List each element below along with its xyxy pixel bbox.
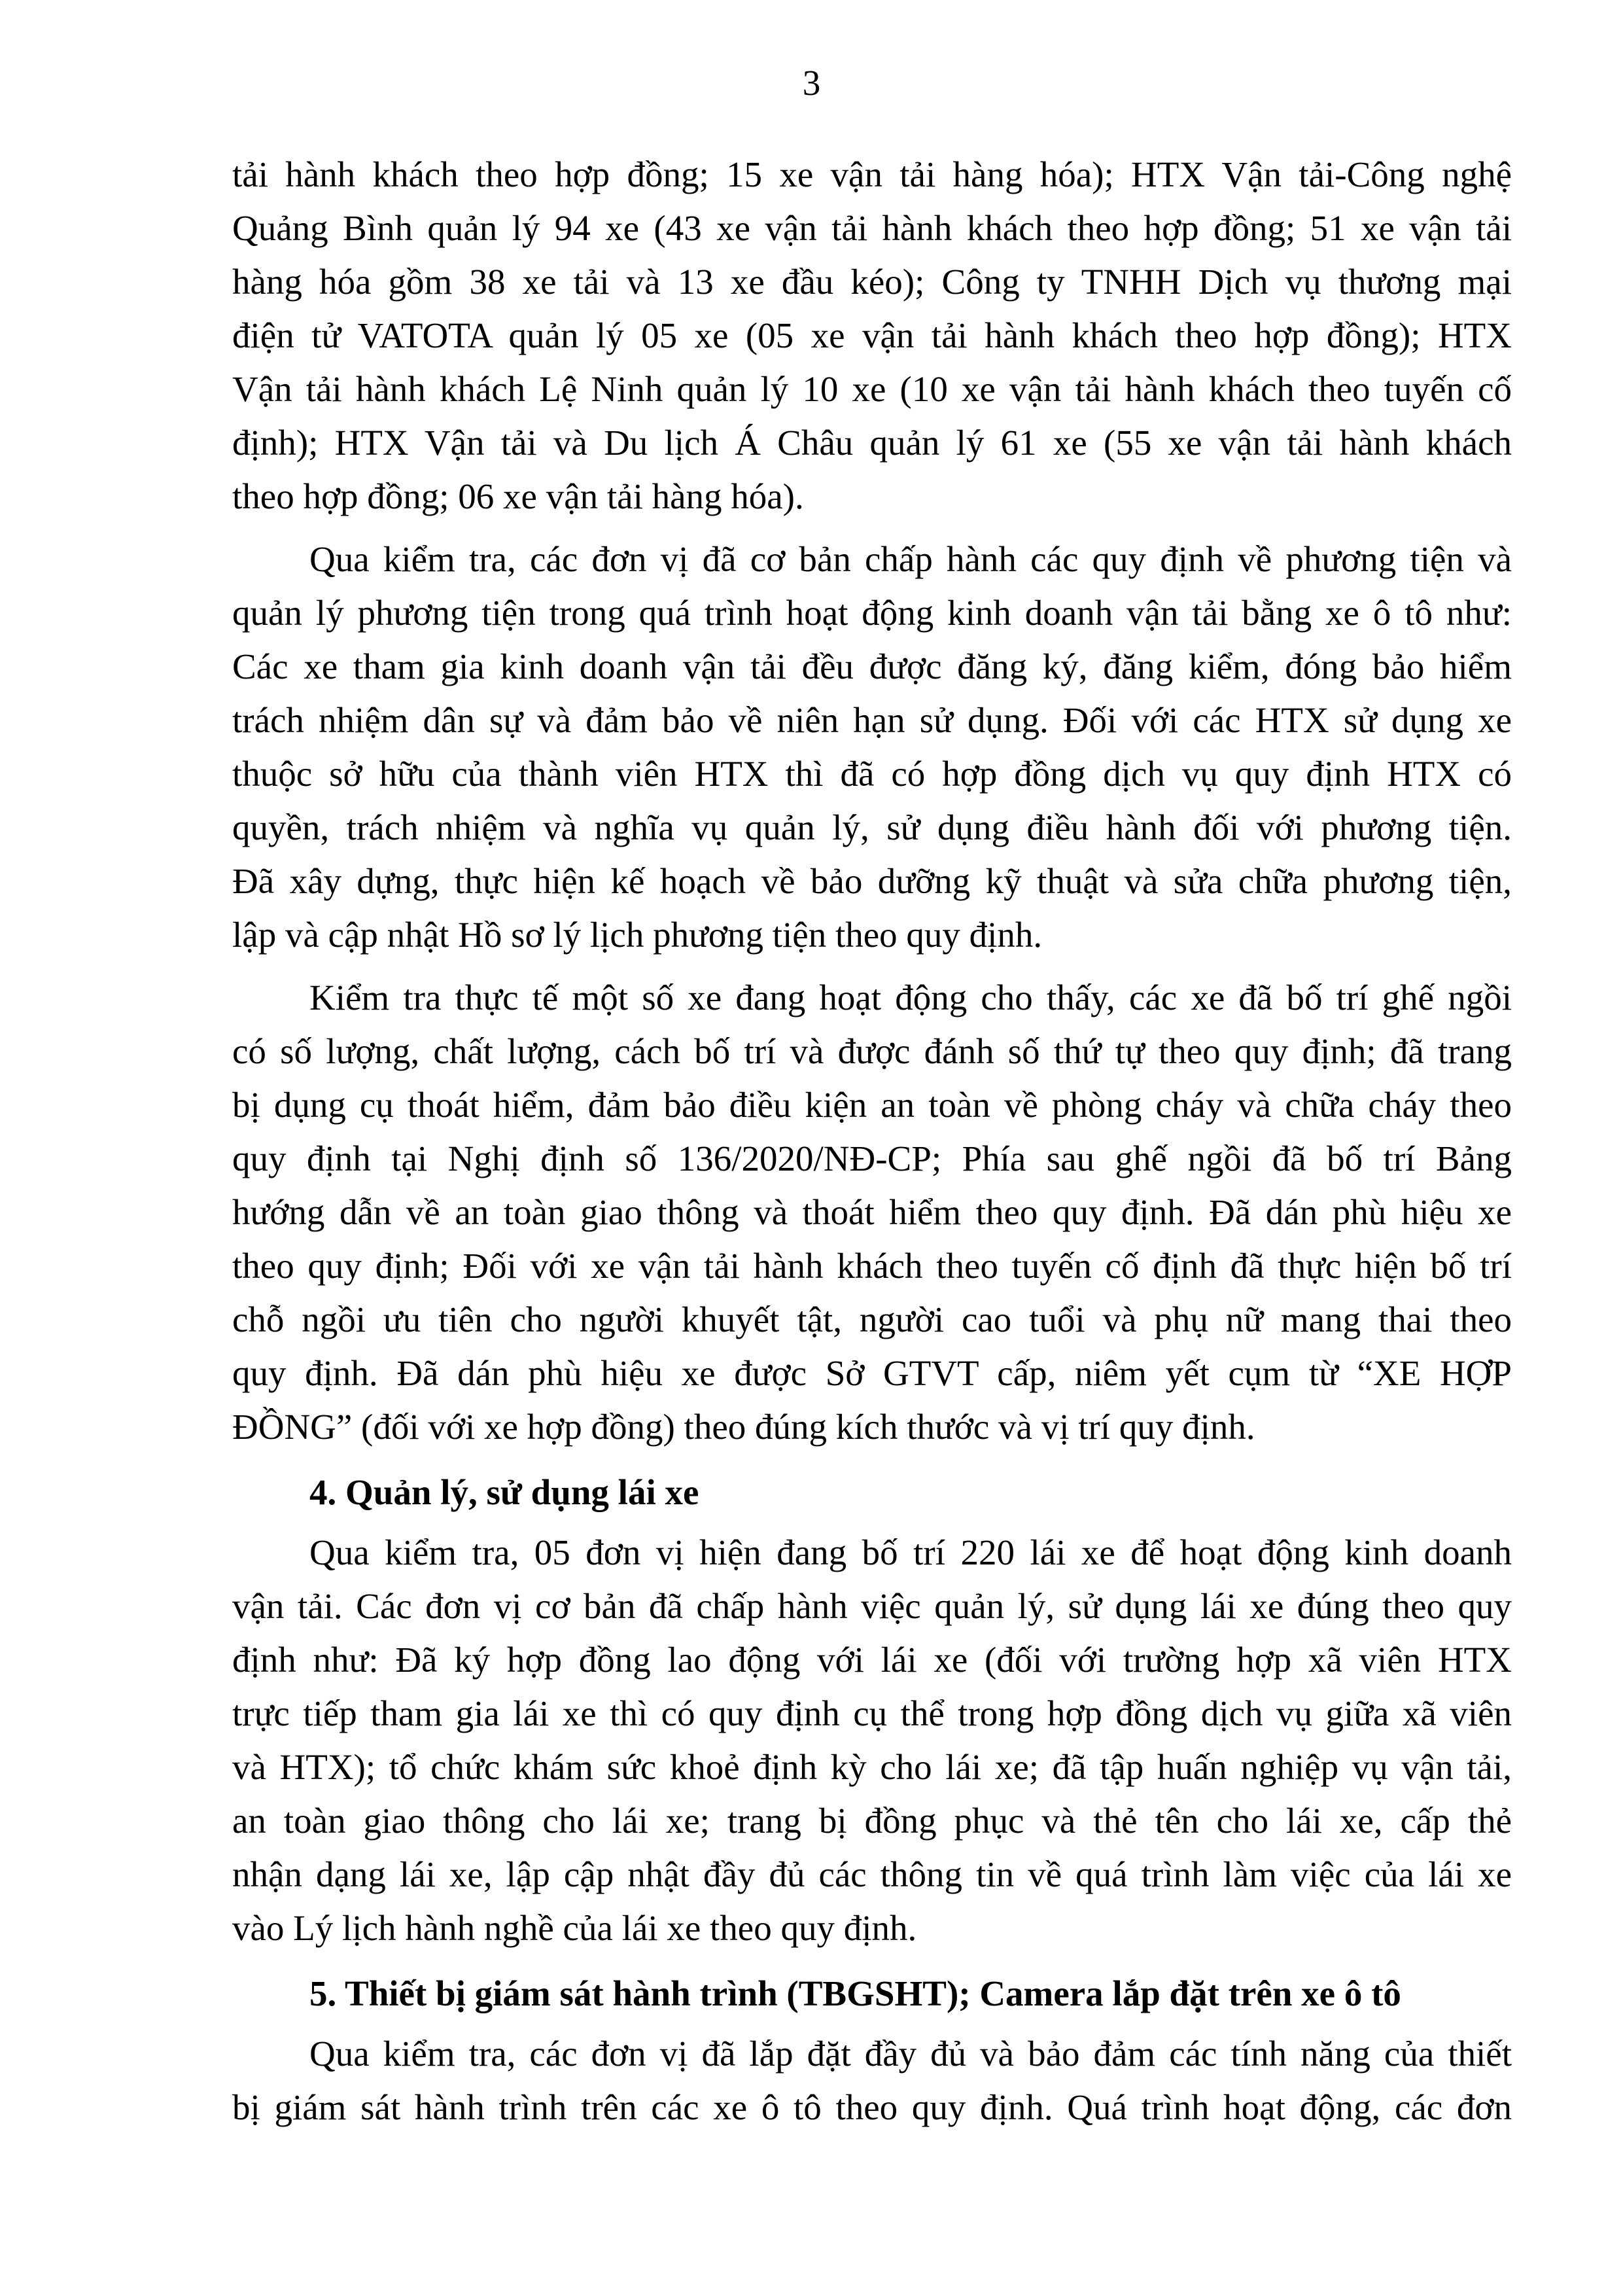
- text-line: quyền, trách nhiệm và nghĩa vụ quản lý, sử dụng điều hành đối với phương tiện.: [232, 807, 1512, 847]
- text-line: Các xe tham gia kinh doanh vận tải đều được đăng ký, đăng kiểm, đóng bảo hiểm: [232, 646, 1512, 686]
- text-line: định); HTX Vận tải và Du lịch Á Châu quản lý 61 xe (55 xe vận tải hành khách: [232, 423, 1512, 463]
- text-line: lập và cập nhật Hồ sơ lý lịch phương tiện theo quy định.: [232, 915, 1043, 955]
- text-line: Quảng Bình quản lý 94 xe (43 xe vận tải hành khách theo hợp đồng; 51 xe vận tải: [232, 208, 1512, 248]
- text-line: và HTX); tổ chức khám sức khoẻ định kỳ cho lái xe; đã tập huấn nghiệp vụ vận tải,: [232, 1747, 1512, 1787]
- text-line: bị dụng cụ thoát hiểm, đảm bảo điều kiện an toàn về phòng cháy và chữa cháy theo: [232, 1085, 1512, 1125]
- page-number: 3: [802, 63, 821, 103]
- text-line: Vận tải hành khách Lệ Ninh quản lý 10 xe (10 xe vận tải hành khách theo tuyến cố: [232, 369, 1512, 409]
- text-line: vào Lý lịch hành nghề của lái xe theo quy định.: [232, 1908, 917, 1948]
- text-line: tải hành khách theo hợp đồng; 15 xe vận tải hàng hóa); HTX Vận tải-Công nghệ: [232, 154, 1512, 194]
- text-line: chỗ ngồi ưu tiên cho người khuyết tật, người cao tuổi và phụ nữ mang thai theo: [232, 1299, 1512, 1339]
- section-heading-5: 5. Thiết bị giám sát hành trình (TBGSHT); Camera lắp đặt trên xe ô tô: [309, 1973, 1401, 2013]
- paragraph-driver-management: [232, 1526, 1512, 1955]
- text-line: điện tử VATOTA quản lý 05 xe (05 xe vận tải hành khách theo hợp đồng); HTX: [232, 315, 1512, 355]
- paragraph-fleet-details: [232, 148, 1512, 523]
- paragraph-onsite-inspection: [232, 971, 1512, 1454]
- text-line: nhận dạng lái xe, lập cập nhật đầy đủ các thông tin về quá trình làm việc của lái xe: [232, 1854, 1512, 1894]
- paragraph-vehicle-compliance: [232, 533, 1512, 962]
- text-line: ĐỒNG” (đối với xe hợp đồng) theo đúng kích thước và vị trí quy định.: [232, 1407, 1255, 1447]
- text-line: bị giám sát hành trình trên các xe ô tô theo quy định. Quá trình hoạt động, các đơn: [232, 2087, 1512, 2127]
- text-line: theo quy định; Đối với xe vận tải hành khách theo tuyến cố định đã thực hiện bố trí: [232, 1246, 1512, 1286]
- document-body: [232, 148, 1512, 2134]
- text-line: vận tải. Các đơn vị cơ bản đã chấp hành việc quản lý, sử dụng lái xe đúng theo quy: [232, 1586, 1512, 1626]
- text-line: Đã xây dựng, thực hiện kế hoạch về bảo dưỡng kỹ thuật và sửa chữa phương tiện,: [232, 861, 1512, 901]
- text-line: trực tiếp tham gia lái xe thì có quy định cụ thể trong hợp đồng dịch vụ giữa xã viên: [232, 1693, 1512, 1733]
- text-line: theo hợp đồng; 06 xe vận tải hàng hóa).: [232, 476, 804, 516]
- paragraph-tracking-devices: [232, 2027, 1512, 2134]
- text-line: hướng dẫn về an toàn giao thông và thoát hiểm theo quy định. Đã dán phù hiệu xe: [232, 1192, 1512, 1232]
- text-line: trách nhiệm dân sự và đảm bảo về niên hạn sử dụng. Đối với các HTX sử dụng xe: [232, 700, 1512, 740]
- text-line: quản lý phương tiện trong quá trình hoạt động kinh doanh vận tải bằng xe ô tô như:: [232, 593, 1512, 633]
- text-line: an toàn giao thông cho lái xe; trang bị đồng phục và thẻ tên cho lái xe, cấp thẻ: [232, 1801, 1512, 1841]
- section-heading-4: 4. Quản lý, sử dụng lái xe: [309, 1472, 699, 1512]
- text-line: hàng hóa gồm 38 xe tải và 13 xe đầu kéo); Công ty TNHH Dịch vụ thương mại: [232, 262, 1512, 302]
- text-line: quy định tại Nghị định số 136/2020/NĐ-CP; Phía sau ghế ngồi đã bố trí Bảng: [232, 1139, 1512, 1178]
- text-line: thuộc sở hữu của thành viên HTX thì đã có hợp đồng dịch vụ quy định HTX có: [232, 754, 1512, 794]
- text-line: định như: Đã ký hợp đồng lao động với lái xe (đối với trường hợp xã viên HTX: [232, 1640, 1512, 1680]
- text-line: có số lượng, chất lượng, cách bố trí và được đánh số thứ tự theo quy định; đã trang: [232, 1031, 1512, 1071]
- text-line: Kiểm tra thực tế một số xe đang hoạt động cho thấy, các xe đã bố trí ghế ngồi: [309, 978, 1512, 1017]
- text-line: Qua kiểm tra, các đơn vị đã lắp đặt đầy đủ và bảo đảm các tính năng của thiết: [309, 2034, 1512, 2074]
- text-line: Qua kiểm tra, 05 đơn vị hiện đang bố trí 220 lái xe để hoạt động kinh doanh: [309, 1532, 1512, 1572]
- text-line: quy định. Đã dán phù hiệu xe được Sở GTVT cấp, niêm yết cụm từ “XE HỢP: [232, 1353, 1512, 1393]
- text-line: Qua kiểm tra, các đơn vị đã cơ bản chấp hành các quy định về phương tiện và: [309, 539, 1512, 579]
